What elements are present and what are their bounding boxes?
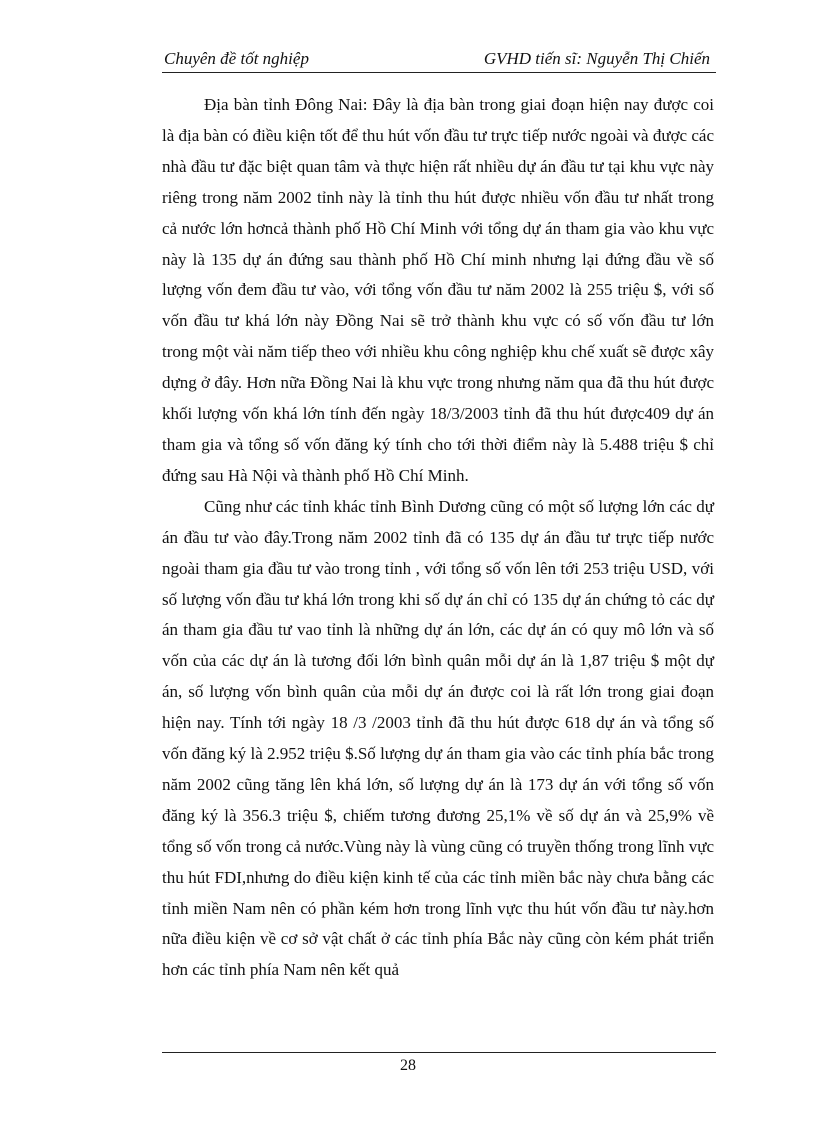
paragraph: Địa bàn tỉnh Đông Nai: Đây là địa bàn trong giai đoạn hiện nay được coi là địa bàn có điều kiện tốt để thu hút vốn đầu tư trực tiếp nước ngoài và được các nhà đầu tư đặc biệt quan tâm và thực hiện rất nhiều dự án đầu tư tại khu vực này riêng trong năm 2002 tỉnh này là tỉnh thu hút được nhiều vốn đầu tư nhất trong cả nước lớn hơncả thành phố Hồ Chí Minh với tổng dự án tham gia vào khu vực này là 135 dự án đứng sau thành phố Hồ Chí minh nhưng lại đứng đầu về số lượng vốn đem đầu tư vào, với tổng vốn đầu tư năm 2002 là 255 triệu $, với số vốn đầu tư khá lớn này Đồng Nai sẽ trở thành khu vực có số vốn đầu tư lớn trong một vài năm tiếp theo với nhiều khu công nghiệp khu chế xuất sẽ được xây dựng ở đây. Hơn nữa Đồng Nai là khu vực trong nhưng năm qua đã thu hút được khối lượng vốn khá lớn tính đến ngày 18/3/2003 tỉnh đã thu hút được409 dự án tham gia và tổng số vốn đăng ký tính cho tới thời điểm này là 5.488 triệu $ chỉ đứng sau Hà Nội và thành phố Hồ Chí Minh. [162,95,714,485]
paragraph: Cũng như các tỉnh khác tỉnh Bình Dương cũng có một số lượng lớn các dự án đầu tư vào đây.Trong năm 2002 tỉnh đã có 135 dự án đầu tư trực tiếp nước ngoài tham gia đầu tư vào trong tỉnh , với tổng số vốn lên tới 253 triệu USD, với số lượng vốn đầu tư khá lớn trong khi số dự án chỉ có 135 dự án chứng tỏ các dự án tham gia đầu tư vao tỉnh là những dự án lớn, các dự án có quy mô lớn và số vốn của các dự án là tương đối lớn bình quân mỗi dự án là 1,87 triệu $ một dự án, số lượng vốn bình quân của mỗi dự án được coi là rất lớn trong giai đoạn hiện nay. Tính tới ngày 18 /3 /2003 tỉnh đã thu hút được 618 dự án và tổng số vốn đăng ký là 2.952 triệu $.Số lượng dự án tham gia vào các tỉnh phía bắc trong năm 2002 cũng tăng lên khá lớn, số lượng dự án là 173 dự án với tổng số vốn đăng ký là 356.3 triệu $, chiếm tương đương 25,1% về số dự án và 25,9% về tổng số vốn trong cả nước.Vùng này là vùng cũng có truyền thống trong lĩnh vực thu hút FDI,nhưng do điều kiện kinh tế của các tỉnh miền bắc này chưa bằng các tỉnh miền Nam nên có phần kém hơn trong lĩnh vực thu hút vốn đầu tư này.hơn nữa điều kiện về cơ sở vật chất ở các tỉnh phía Bắc này cũng còn kém phát triển hơn các tỉnh phía Nam nên kết quả [162,496,714,980]
page-number: 28 [400,1057,416,1074]
header-title: Chuyên đề tốt nghiệp [164,49,309,68]
page-header [162,46,716,73]
header-supervisor: GVHD tiến sĩ: Nguyễn Thị Chiến [483,49,710,68]
document-body [162,90,714,986]
footer-divider [162,1052,716,1053]
